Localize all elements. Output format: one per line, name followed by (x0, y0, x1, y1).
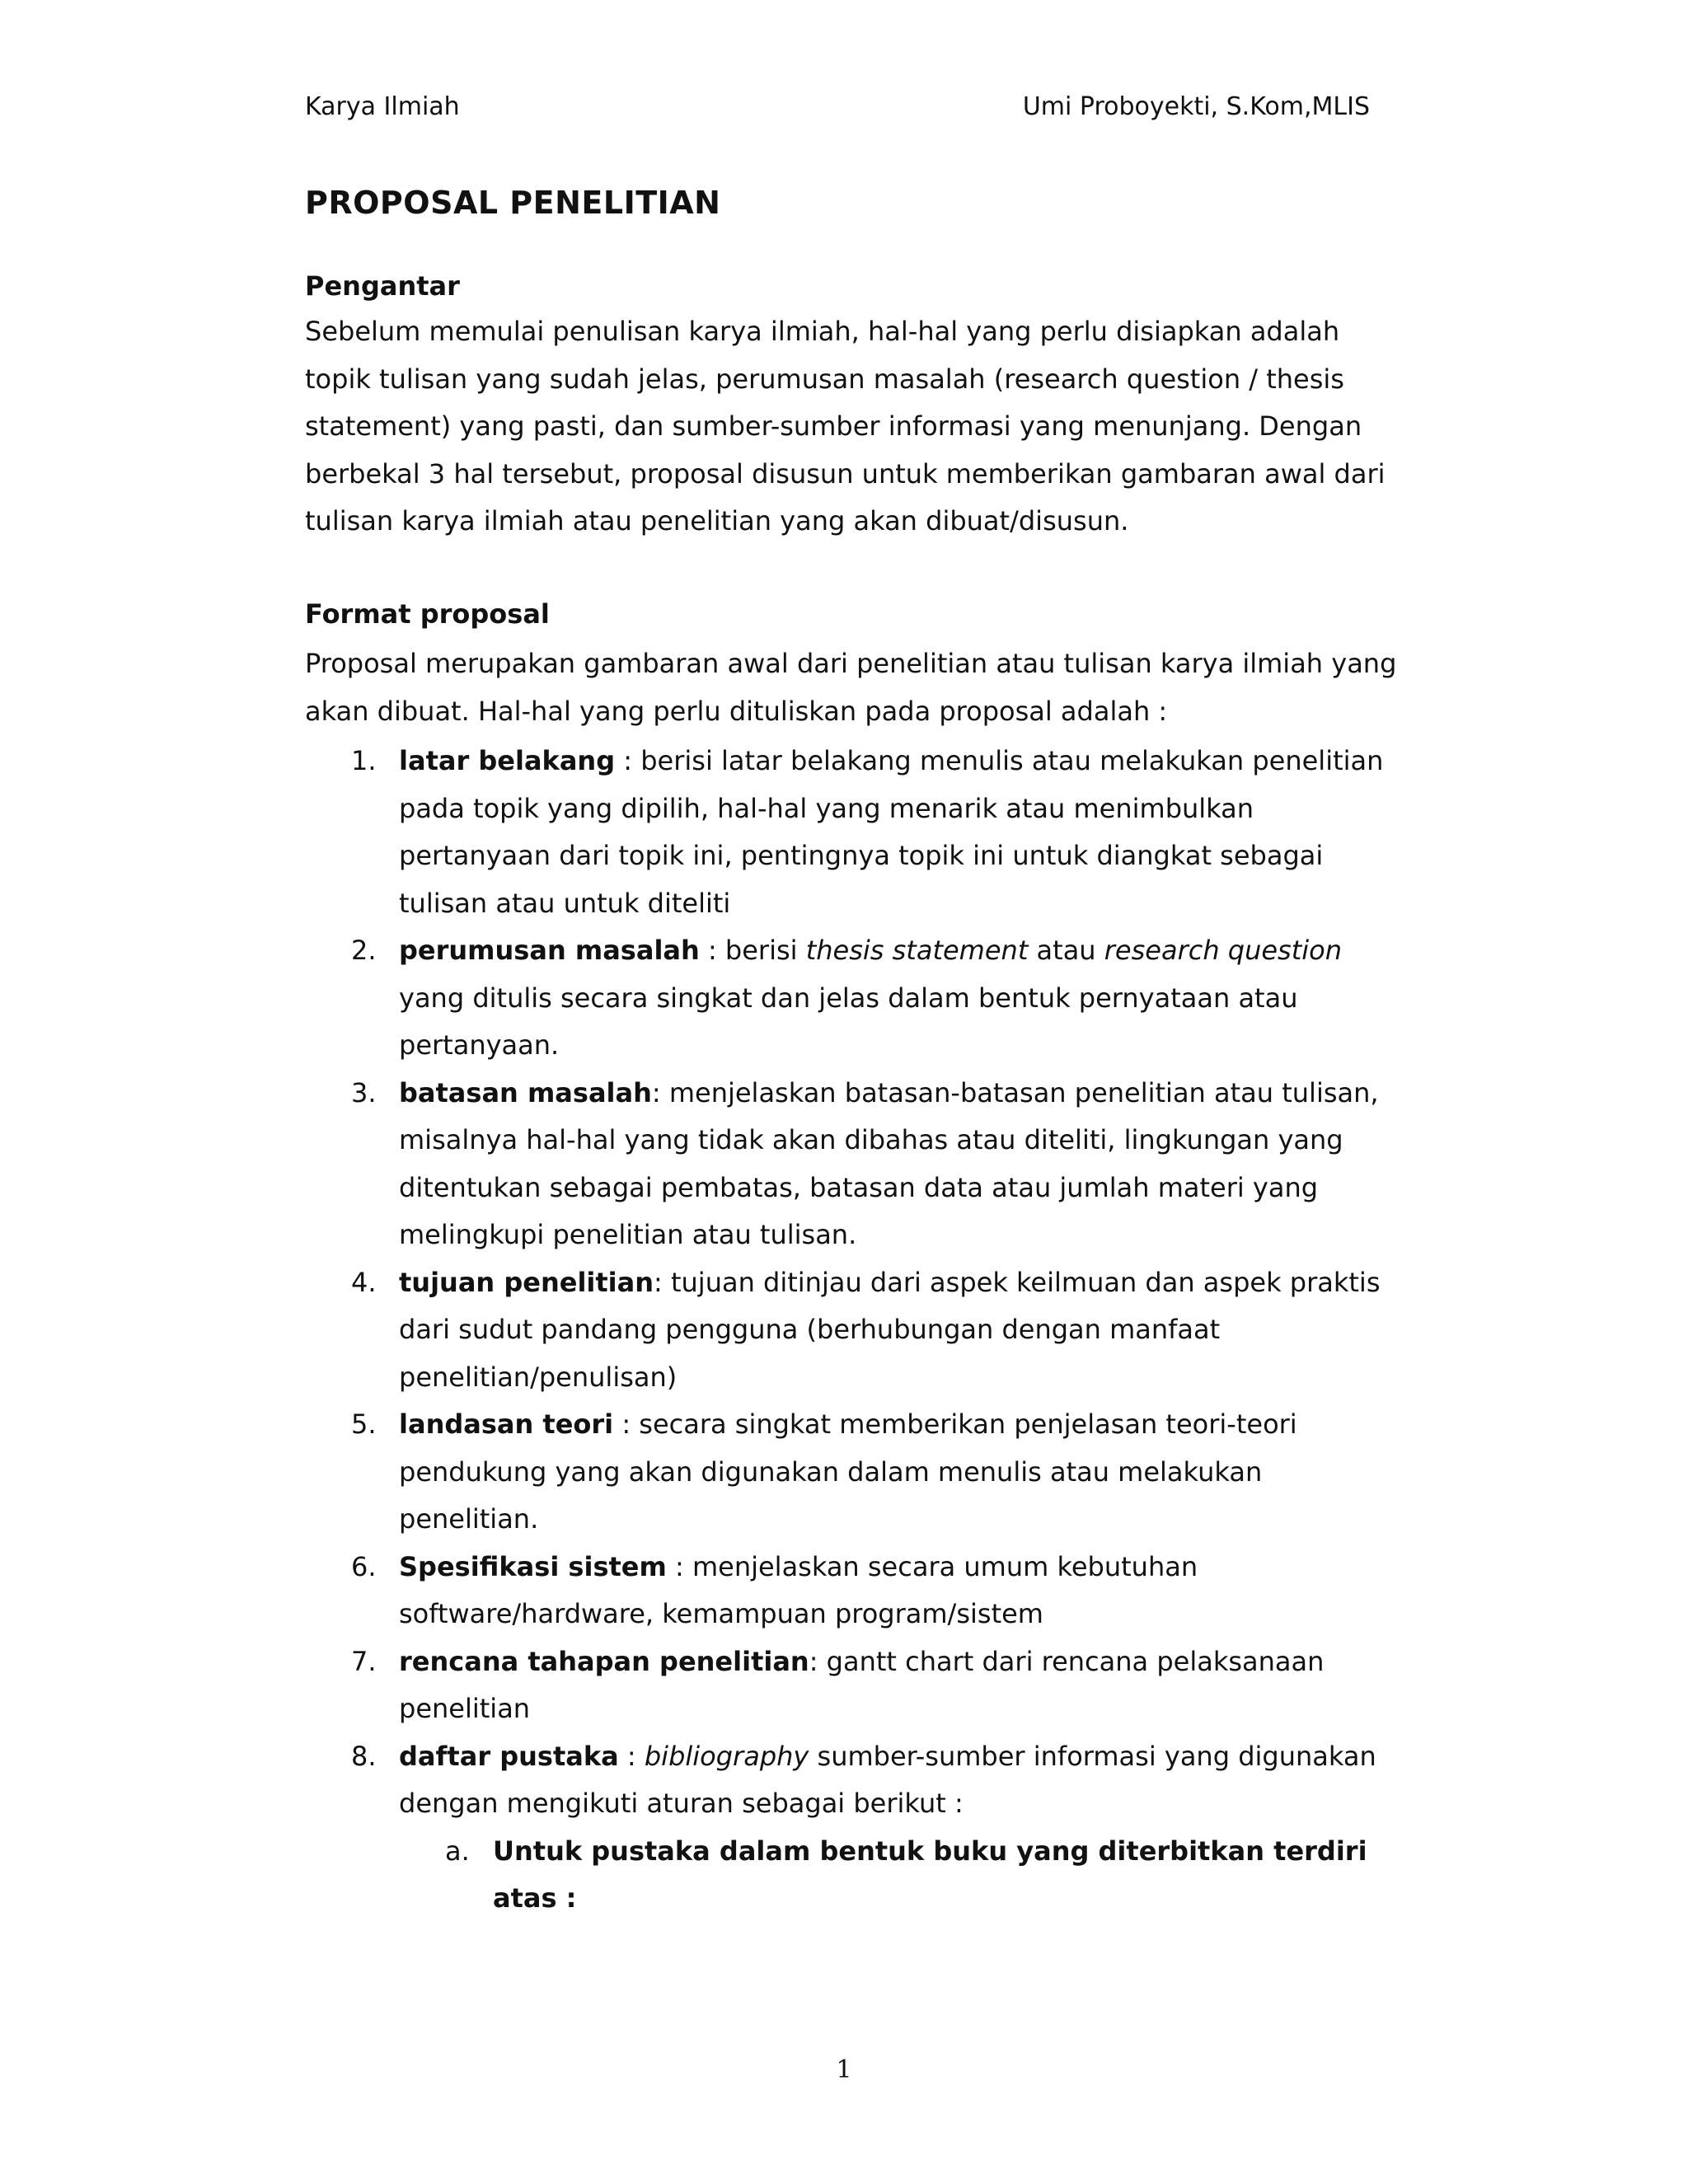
list-number: 7. (351, 1645, 377, 1677)
format-paragraph (305, 640, 1401, 735)
list-number: 4. (351, 1266, 377, 1298)
list-item-batasan-masalah (305, 1070, 1401, 1259)
list-item-text: : secara singkat memberikan penjelasan teori-teori (613, 1408, 1297, 1440)
list-item-italic: bibliography (644, 1740, 809, 1772)
list-item-text: pendukung yang akan digunakan dalam menulis atau melakukan (399, 1455, 1263, 1488)
page-header (305, 92, 1370, 125)
paragraph-line: statement) yang pasti, dan sumber-sumber informasi yang menunjang. Dengan (305, 410, 1362, 442)
list-item-landasan-teori (305, 1401, 1401, 1544)
list-number: 8. (351, 1740, 377, 1772)
sublist-letter: a. (445, 1835, 470, 1867)
list-item-term: perumusan masalah (399, 935, 700, 966)
list-item-daftar-pustaka (305, 1733, 1401, 1828)
list-item-term: daftar pustaka (399, 1740, 619, 1772)
list-item-term: rencana tahapan penelitian (399, 1645, 809, 1677)
sublist-item-text: atas : (493, 1882, 577, 1914)
list-item-italic: research question (1104, 935, 1343, 966)
sublist-item-text: Untuk pustaka dalam bentuk buku yang diterbitkan terdiri (493, 1835, 1367, 1867)
list-number: 1. (351, 745, 377, 776)
paragraph-line: Proposal merupakan gambaran awal dari penelitian atau tulisan karya ilmiah yang (305, 648, 1397, 679)
list-item-rencana-tahapan (305, 1638, 1401, 1733)
list-item-text: : menjelaskan secara umum kebutuhan (666, 1550, 1198, 1582)
section-heading-format: Format proposal (305, 598, 550, 630)
list-item-text: penelitian/penulisan) (399, 1361, 678, 1393)
list-item-text: yang ditulis secara singkat dan jelas dalam bentuk pernyataan atau (399, 982, 1298, 1014)
list-item-italic: thesis statement (805, 935, 1029, 966)
list-item-text: : berisi latar belakang menulis atau melakukan penelitian (615, 745, 1384, 776)
list-item-text: melingkupi penelitian atau tulisan. (399, 1219, 857, 1250)
header-left-text: Karya Ilmiah (305, 92, 460, 121)
list-item-text: : menjelaskan batasan-batasan penelitian atau tulisan, (651, 1076, 1379, 1108)
list-item-text: software/hardware, kemampuan program/sistem (399, 1598, 1043, 1629)
paragraph-line: Sebelum memulai penulisan karya ilmiah, hal-hal yang perlu disiapkan adalah (305, 316, 1340, 347)
paragraph-line: berbekal 3 hal tersebut, proposal disusun untuk memberikan gambaran awal dari (305, 457, 1386, 490)
list-item-text: dengan mengikuti aturan sebagai berikut : (399, 1788, 964, 1819)
list-item-text: atau (1028, 935, 1104, 966)
page-number: 1 (836, 2055, 852, 2084)
list-item-tujuan-penelitian (305, 1259, 1401, 1402)
document-title: PROPOSAL PENELITIAN (305, 185, 721, 221)
list-item-text: : gantt chart dari rencana pelaksanaan (809, 1645, 1325, 1677)
list-item-term: tujuan penelitian (399, 1266, 654, 1298)
pengantar-paragraph (305, 308, 1401, 546)
list-item-text: pertanyaan dari topik ini, pentingnya topik ini untuk diangkat sebagai (399, 840, 1324, 871)
paragraph-line: akan dibuat. Hal-hal yang perlu dituliskan pada proposal adalah : (305, 695, 1168, 727)
paragraph-line: tulisan karya ilmiah atau penelitian yang akan dibuat/disusun. (305, 505, 1129, 537)
list-number: 6. (351, 1550, 377, 1582)
sublist-item-a (305, 1828, 1401, 1923)
list-item-text: tulisan atau untuk diteliti (399, 887, 731, 919)
list-item-term: batasan masalah (399, 1076, 652, 1108)
list-item-term: latar belakang (399, 745, 616, 776)
list-item-text: ditentukan sebagai pembatas, batasan data atau jumlah materi yang (399, 1171, 1319, 1203)
list-item-text: dari sudut pandang pengguna (berhubungan dengan manfaat (399, 1314, 1221, 1345)
section-heading-pengantar: Pengantar (305, 270, 460, 302)
list-number: 2. (351, 935, 377, 966)
list-item-text: pertanyaan. (399, 1029, 560, 1061)
list-item-text: penelitian. (399, 1503, 539, 1535)
list-item-term: landasan teori (399, 1408, 614, 1440)
list-item-spesifikasi-sistem (305, 1544, 1401, 1638)
format-list (305, 738, 1401, 1923)
paragraph-line: topik tulisan yang sudah jelas, perumusan masalah (research question / thesis (305, 363, 1344, 395)
list-item-text: : berisi (699, 935, 806, 966)
list-item-term: Spesifikasi sistem (399, 1550, 667, 1582)
list-item-text: misalnya hal-hal yang tidak akan dibahas atau diteliti, lingkungan yang (399, 1124, 1343, 1155)
list-number: 3. (351, 1076, 377, 1108)
list-item-text: penelitian (399, 1693, 531, 1724)
list-item-perumusan-masalah (305, 927, 1401, 1070)
list-item-text: pada topik yang dipilih, hal-hal yang menarik atau menimbulkan (399, 792, 1254, 824)
list-item-text: : (618, 1740, 645, 1772)
list-number: 5. (351, 1408, 377, 1440)
list-item-text: sumber-sumber informasi yang digunakan (809, 1740, 1376, 1772)
list-item-latar-belakang (305, 738, 1401, 927)
header-author: Umi Proboyekti, S.Kom,MLIS (1022, 92, 1370, 121)
list-item-text: : tujuan ditinjau dari aspek keilmuan dan aspek praktis (654, 1266, 1381, 1298)
